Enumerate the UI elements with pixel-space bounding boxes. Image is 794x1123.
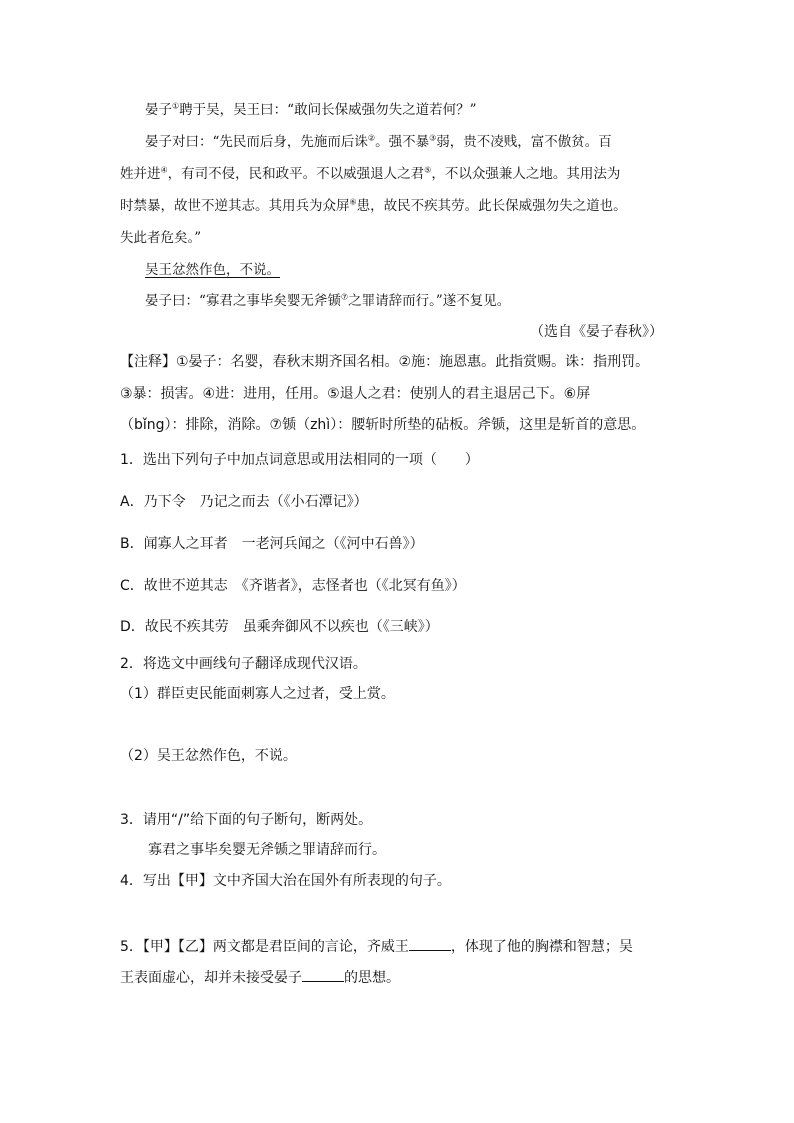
- question-2-part-1: （1）群臣吏民能面刺寡人之过者，受上赏。: [120, 686, 395, 702]
- note-ref-6: ⑥: [349, 197, 357, 207]
- underlined-sentence: 吴王忿然作色，不说。: [145, 262, 280, 278]
- notes-line-3: （bǐng）：排除，消除。⑦锧（zhì）：腰斩时所垫的砧板。斧锧，这里是斩首的意思。: [120, 417, 646, 433]
- notes-line-2: ③暴：损害。④进：进用，任用。⑤退人之君：使别人的君主退居己下。⑥屏: [120, 386, 591, 402]
- passage-line-4: 时禁暴，故世不逆其志。其用兵为众屏⑥患，故民不疾其劳。此长保威强勿失之道也。: [120, 197, 627, 214]
- note-ref-2: ②: [367, 133, 376, 143]
- question-3-sentence: 寡君之事毕矣婴无斧锧之罪请辞而行。: [148, 842, 386, 858]
- question-2: 2．将选文中画线句子翻译成现代汉语。: [120, 656, 367, 672]
- option-b: B．闻寡人之耳者 一老河兵闻之（《河中石兽》）: [120, 536, 424, 552]
- question-3: 3．请用“/”给下面的句子断句，断两处。: [120, 812, 373, 828]
- option-d: D．故民不疾其劳 虽乘奔御风不以疾也（《三峡》）: [120, 619, 439, 635]
- question-5-line-1: 5．【甲】【乙】两文都是君臣间的言论，齐威王 ，体现了他的胸襟和智慧；吴: [120, 936, 633, 957]
- question-5-line-2: 王表面虚心，却并未接受晏子 的思想。: [120, 967, 400, 988]
- note-ref-7: ⑦: [340, 292, 349, 302]
- passage-line-5: 失此者危矣。”: [120, 230, 202, 246]
- question-1: 1．选出下列句子中加点词意思或用法相同的一项（ ）: [120, 452, 479, 468]
- option-c: C．故世不逆其志 《齐谐者》，志怪者也（《北冥有鱼》）: [120, 578, 466, 594]
- source-citation: （选自《晏子春秋》）: [530, 324, 663, 340]
- passage-line-2: 晏子对曰：“先民而后身，先施而后诛②。强不暴③弱，贵不凌贱，富不傲贫。百: [145, 133, 612, 150]
- passage-line-3: 姓并进④，有司不侵，民和政平。不以威强退人之君⑤，不以众强兼人之地。其用法为: [120, 165, 621, 182]
- notes-line-1: 【注释】①晏子：名婴，春秋末期齐国名相。②施：施恩惠。此指赏赐。诛：指刑罚。: [120, 354, 650, 370]
- answer-blank-1[interactable]: [409, 936, 451, 951]
- question-2-part-2: （2）吴王忿然作色，不说。: [120, 748, 297, 764]
- option-a: A．乃下令 乃记之而去（《小石潭记》）: [120, 494, 368, 510]
- passage-line-7: 晏子曰：“寡君之事毕矣婴无斧锧⑦之罪请辞而行。”遂不复见。: [145, 292, 511, 309]
- note-ref-5: ⑤: [424, 165, 432, 175]
- note-ref-4: ④: [160, 165, 168, 175]
- note-ref-3: ③: [429, 133, 437, 143]
- answer-blank-2[interactable]: [302, 967, 344, 982]
- note-ref-1: ①: [172, 101, 180, 111]
- question-4: 4．写出【甲】文中齐国大治在国外有所表现的句子。: [120, 873, 451, 889]
- passage-line-1: 晏子①聘于吴，吴王曰：“敢问长保威强勿失之道若何？”: [145, 101, 477, 118]
